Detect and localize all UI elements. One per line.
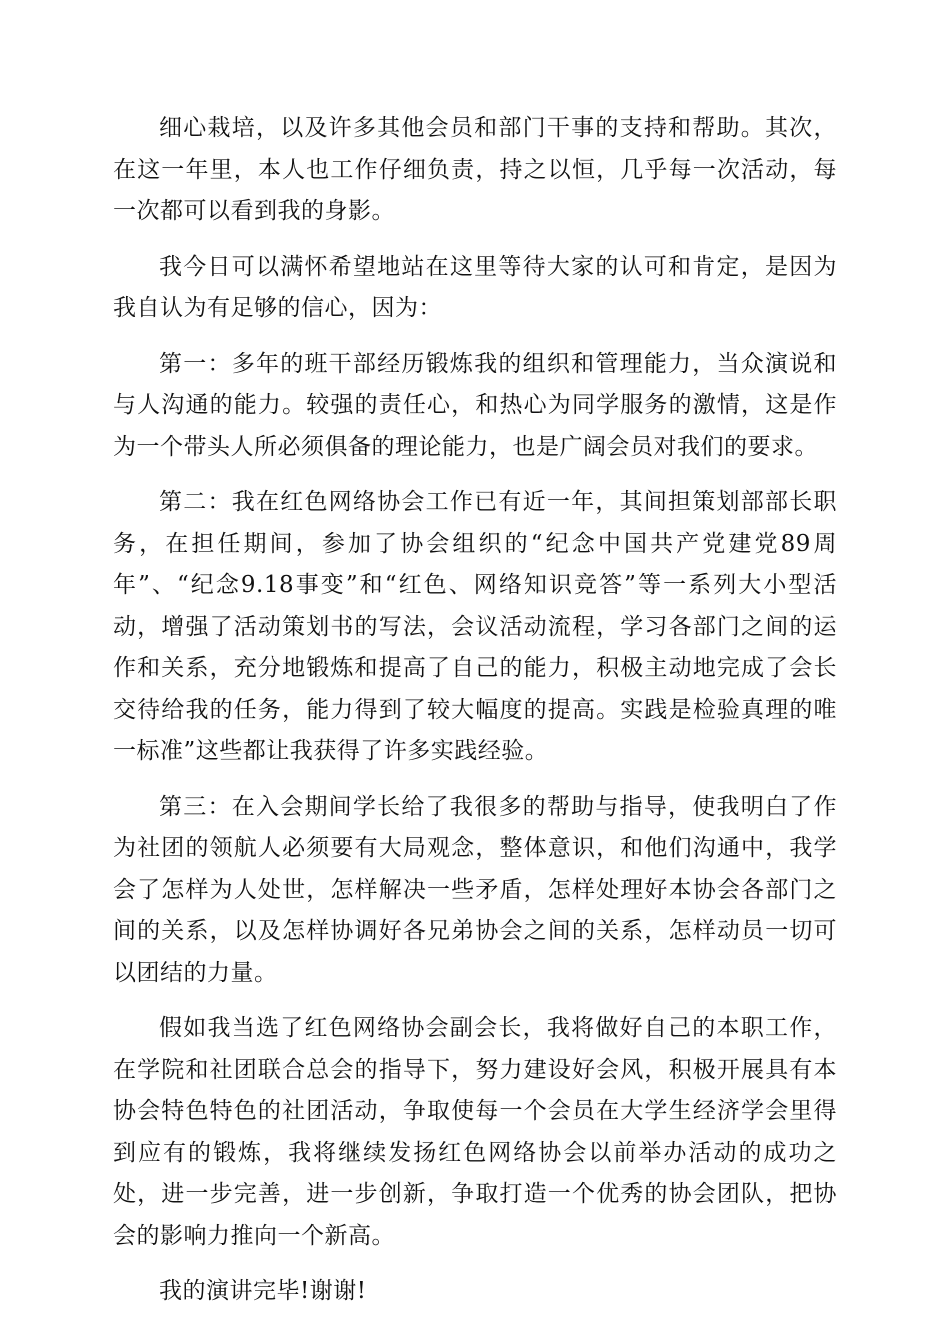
paragraph-2: 我今日可以满怀希望地站在这里等待大家的认可和肯定，是因为我自认为有足够的信心，因为：	[113, 253, 837, 321]
paragraph-3: 第一：多年的班干部经历锻炼我的组织和管理能力，当众演说和与人沟通的能力。较强的责任心，和热心为同学服务的激情，这是作为一个带头人所必须俱备的理论能力，也是广阔会员对我们的要求。	[113, 350, 837, 460]
document-body	[113, 108, 837, 1313]
paragraph-6: 假如我当选了红色网络协会副会长，我将做好自己的本职工作，在学院和社团联合总会的指导下，努力建设好会风，积极开展具有本协会特色特色的社团活动，争取使每一个会员在大学生经济学会里得到应有的锻炼，我将继续发扬红色网络协会以前举办活动的成功之处，进一步完善，进一步创新，争取打造一个优秀的协会团队，把协会的影响力推向一个新高。	[113, 1015, 837, 1249]
paragraph-7: 我的演讲完毕!谢谢!	[159, 1278, 367, 1304]
paragraph-5: 第三：在入会期间学长给了我很多的帮助与指导，使我明白了作为社团的领航人必须要有大局观念，整体意识，和他们沟通中，我学会了怎样为人处世，怎样解决一些矛盾，怎样处理好本协会各部门之间的关系，以及怎样协调好各兄弟协会之间的关系，怎样动员一切可以团结的力量。	[113, 793, 837, 986]
paragraph-1: 细心栽培，以及许多其他会员和部门干事的支持和帮助。其次，在这一年里，本人也工作仔细负责，持之以恒，几乎每一次活动，每一次都可以看到我的身影。	[113, 115, 837, 224]
paragraph-4: 第二：我在红色网络协会工作已有近一年，其间担策划部部长职务，在担任期间，参加了协会组织的“纪念中国共产党建党89周年”、“纪念9.18事变”和“红色、网络知识竞答”等一系列大小型活动，增强了活动策划书的写法，会议活动流程，学习各部门之间的运作和关系，充分地锻炼和提高了自己的能力，积极主动地完成了会长交待给我的任务，能力得到了较大幅度的提高。实践是检验真理的唯一标准”这些都让我获得了许多实践经验。	[113, 489, 837, 764]
